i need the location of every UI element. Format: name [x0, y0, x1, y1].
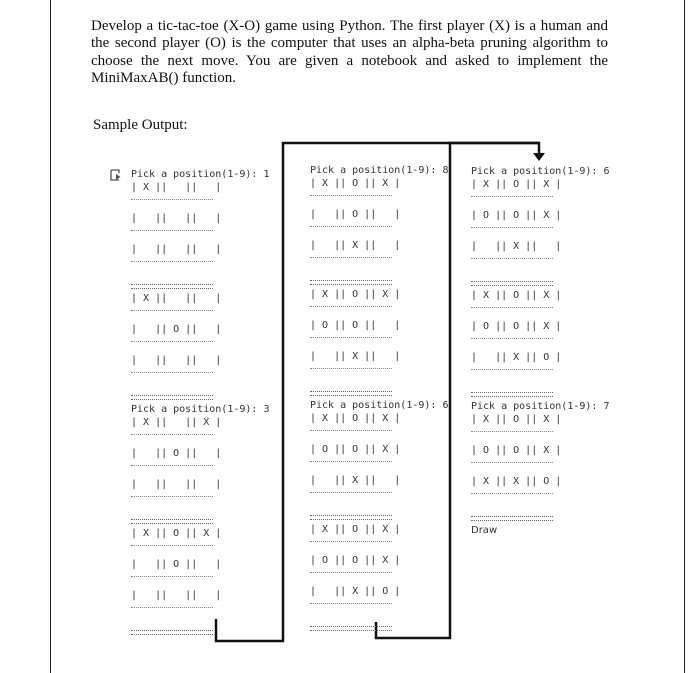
- output-line: | || X || |: [310, 351, 401, 362]
- output-line: | X || O || X |: [310, 413, 401, 424]
- output-line: | || X || O |: [310, 586, 401, 597]
- dashed-separator: [310, 430, 392, 431]
- dashed-separator: [471, 196, 553, 197]
- dashed-separator: [131, 310, 213, 311]
- output-line: | || || |: [131, 244, 222, 255]
- dashed-separator: [310, 195, 392, 196]
- output-line: | O || O || |: [310, 320, 401, 331]
- dashed-separator: [131, 576, 213, 577]
- dashed-separator: [471, 431, 553, 432]
- task-description: Develop a tic-tac-toe (X-O) game using Python. The first player (X) is a human and the second player (O) is the computer that uses an alpha-beta pruning algorithm to choose the next move. You are given a notebook and asked to implement the MiniMaxAB() function.: [91, 18, 608, 87]
- output-line: | || || |: [131, 213, 222, 224]
- dashed-separator: [310, 492, 392, 493]
- dashed-separator: [131, 230, 213, 231]
- arrow-head-icon: [533, 153, 545, 161]
- dashed-separator: [471, 338, 553, 339]
- board-separator: [131, 630, 213, 635]
- board-separator: [131, 519, 213, 524]
- dashed-separator: [471, 307, 553, 308]
- output-line: | || X || |: [471, 241, 562, 252]
- dashed-separator: [310, 603, 392, 604]
- output-line: | || X || |: [310, 240, 401, 251]
- board-separator: [131, 395, 213, 400]
- output-line: | X || O || X |: [471, 414, 562, 425]
- output-line: Pick a position(1-9): 6: [310, 400, 449, 411]
- board-separator: [310, 626, 392, 631]
- output-line: | X || O || X |: [310, 289, 401, 300]
- dashed-separator: [310, 461, 392, 462]
- output-line: | || O || |: [131, 448, 222, 459]
- output-line: | O || O || X |: [471, 445, 562, 456]
- board-separator: [471, 392, 553, 397]
- output-line: | O || O || X |: [471, 210, 562, 221]
- output-line: | X || || |: [131, 293, 222, 304]
- output-line: Pick a position(1-9): 6: [471, 166, 610, 177]
- dashed-separator: [131, 465, 213, 466]
- output-line: Pick a position(1-9): 7: [471, 401, 610, 412]
- output-line: | X || || X |: [131, 417, 222, 428]
- output-line: | O || O || X |: [310, 444, 401, 455]
- output-line: | X || O || X |: [471, 290, 562, 301]
- board-separator: [471, 516, 553, 521]
- output-line: | || || |: [131, 355, 222, 366]
- dashed-separator: [310, 368, 392, 369]
- draw-result: Draw: [471, 525, 498, 536]
- board-separator: [471, 281, 553, 286]
- output-line: | || O || |: [131, 559, 222, 570]
- dashed-separator: [131, 545, 213, 546]
- dashed-separator: [131, 434, 213, 435]
- dashed-separator: [471, 227, 553, 228]
- sample-output-label: Sample Output:: [93, 117, 188, 133]
- dashed-separator: [131, 341, 213, 342]
- output-line: | X || X || O |: [471, 476, 562, 487]
- board-separator: [131, 284, 213, 289]
- output-line: | || O || |: [131, 324, 222, 335]
- output-line: | X || O || X |: [471, 179, 562, 190]
- dashed-separator: [310, 541, 392, 542]
- dashed-separator: [310, 306, 392, 307]
- output-line: Pick a position(1-9): 8: [310, 165, 449, 176]
- output-line: | X || O || X |: [310, 178, 401, 189]
- board-separator: [310, 280, 392, 285]
- dashed-separator: [310, 257, 392, 258]
- dashed-separator: [471, 369, 553, 370]
- dashed-separator: [310, 226, 392, 227]
- dashed-separator: [131, 261, 213, 262]
- output-line: | || O || |: [310, 209, 401, 220]
- dashed-separator: [131, 496, 213, 497]
- output-line: Pick a position(1-9): 1: [131, 169, 270, 180]
- output-line: | || X || |: [310, 475, 401, 486]
- board-separator: [310, 515, 392, 520]
- output-line: | || || |: [131, 479, 222, 490]
- dashed-separator: [310, 337, 392, 338]
- output-line: | || X || O |: [471, 352, 562, 363]
- dashed-separator: [310, 572, 392, 573]
- dashed-separator: [471, 462, 553, 463]
- output-line: Pick a position(1-9): 3: [131, 404, 270, 415]
- dashed-separator: [131, 607, 213, 608]
- dashed-separator: [471, 493, 553, 494]
- dashed-separator: [471, 258, 553, 259]
- output-line: | X || O || X |: [131, 528, 222, 539]
- output-line: | X || || |: [131, 182, 222, 193]
- dashed-separator: [131, 372, 213, 373]
- output-line: | || || |: [131, 590, 222, 601]
- board-separator: [310, 391, 392, 396]
- output-line: | O || O || X |: [471, 321, 562, 332]
- dashed-separator: [131, 199, 213, 200]
- output-line: | O || O || X |: [310, 555, 401, 566]
- output-line: | X || O || X |: [310, 524, 401, 535]
